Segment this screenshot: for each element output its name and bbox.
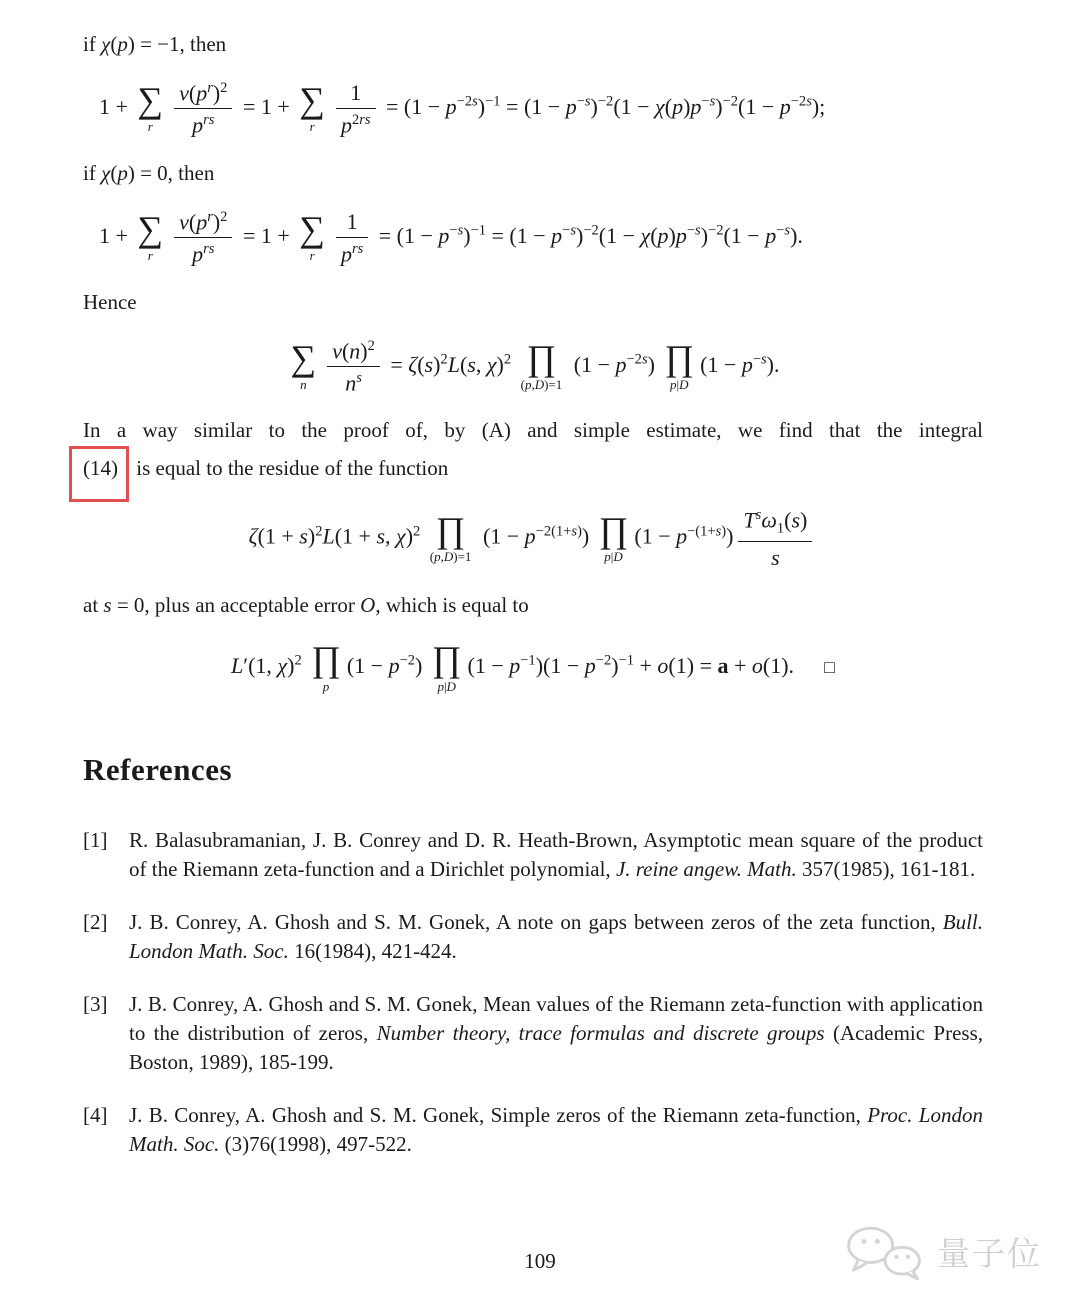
reference-label-1: [1]: [83, 827, 108, 852]
paragraph-at-s-zero: at s = 0, plus an acceptable error O, which is equal to: [83, 593, 529, 618]
equation-euler-factor-chi-zero: 1 + ∑ r $\frac{\nu(p^r)^2}{p^{rs}}$ = 1 + ∑ r $\frac{1}{p^{rs}}$ = $(1 - p^{-s})^{-1} = (1 - p^{-s})^{-2}(1 - \chi(p)p^{-s})^{-2}(1 - p^{-s})$.: [99, 208, 803, 267]
watermark-text: 量子位: [937, 1233, 1042, 1273]
equation-residue-function: $\zeta(1 + s)^2L(1 + s$, χ)$^2$ ∏ (p,D)=1 $(1 - p^{-2(1+s)})$ ∏ p|D $(1 - p^{-(1+s)})$ $\frac{T^s\omega_1(s)}{s}$: [83, 508, 983, 569]
text-hence: Hence: [83, 289, 137, 314]
reference-text-3: J. B. Conrey, A. Ghosh and S. M. Gonek, Mean values of the Riemann zeta-function with application to the distribution of zeros, Number theory, trace formulas and discrete groups (Academic Press, Boston, 1989), 185-199.: [129, 991, 983, 1074]
text-if-chi-neg1: if χ(p) = −1, then: [83, 32, 227, 56]
reference-label-4: [4]: [83, 1102, 108, 1127]
reference-text-4: J. B. Conrey, A. Ghosh and S. M. Gonek, Simple zeros of the Riemann zeta-function, Proc. London Math. Soc. (3)76(1998), 497-522.: [129, 1102, 983, 1156]
reference-item-2: [83, 908, 983, 966]
references-heading: References: [83, 751, 233, 787]
text-if-chi-zero: if χ(p) = 0, then: [83, 160, 215, 185]
paragraph-integral-line2: [83, 451, 983, 486]
page-footer: [0, 1222, 1080, 1302]
paragraph-integral-line1: In a way similar to the proof of, by (A) and simple estimate, we find that the integral: [83, 418, 983, 443]
highlight-box-eq14: [69, 446, 129, 502]
reference-text-1: R. Balasubramanian, J. B. Conrey and D. R. Heath-Brown, Asymptotic mean square of the product of the Riemann zeta-function and a Dirichlet polynomial, J. reine angew. Math. 357(1985), 161-181.: [129, 827, 983, 881]
paragraph-integral-line2-text: is equal to the residue of the function: [131, 456, 449, 481]
wechat-icon: [841, 1224, 929, 1282]
reference-item-1: [83, 826, 983, 884]
equation-final-value: L′(1, χ)$^2$ ∏ p $(1 - p^{-2})$ ∏ p|D $(1 - p^{-1})(1 - p^{-2})^{-1} + o(1) = a + o(1)$. □: [231, 639, 835, 694]
equation-euler-factor-chi-neg1: 1 + ∑ r $\frac{\nu(p^r)^2}{p^{rs}}$ = 1 + ∑ r $\frac{1}{p^{2rs}}$ = $(1 - p^{-2s})^{-1} = (1 - p^{-s})^{-2}(1 - \chi(p)p^{-s})^{-2}(1 - p^{-2s})$;: [99, 79, 826, 138]
reference-text-2: J. B. Conrey, A. Ghosh and S. M. Gonek, A note on gaps between zeros of the zeta function, Bull. London Math. Soc. 16(1984), 421-424.: [129, 909, 983, 963]
reference-item-3: [83, 990, 983, 1077]
reference-item-4: [83, 1101, 983, 1159]
reference-label-2: [2]: [83, 909, 108, 934]
equation-ref-14: (14): [83, 456, 118, 481]
reference-label-3: [3]: [83, 991, 108, 1016]
page-number: 109: [524, 1249, 556, 1273]
watermark: [841, 1224, 1042, 1282]
equation-dirichlet-series: ∑ n $\frac{\nu(n)^2}{n^s}$ = $\zeta(s)^2L(s$, χ)$^2$ ∏ (p,D)=1 $(1 - p^{-2s})$ ∏ p|D $(1 - p^{-s})$.: [290, 337, 780, 396]
